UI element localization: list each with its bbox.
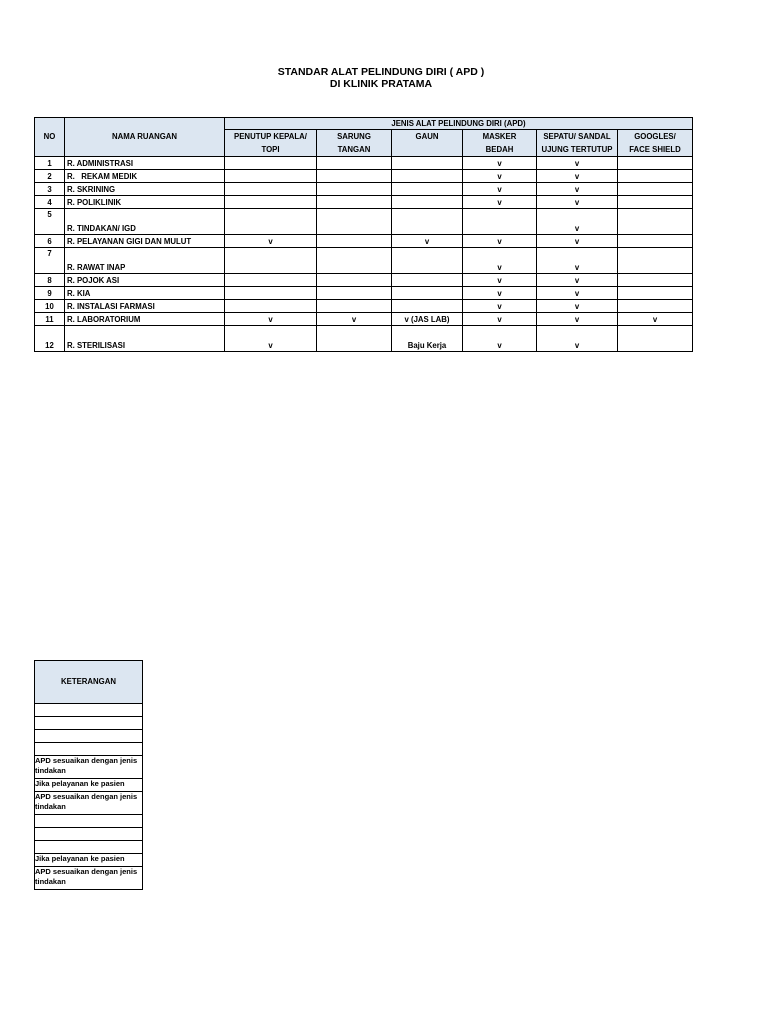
apd-empty-cell bbox=[317, 248, 392, 274]
apd-empty-cell bbox=[225, 274, 317, 287]
keterangan-table bbox=[34, 660, 143, 890]
keterangan-row bbox=[35, 792, 143, 815]
apd-empty-cell bbox=[392, 183, 463, 196]
header-line: SARUNG bbox=[337, 132, 371, 141]
keterangan-note: Jika pelayanan ke pasien bbox=[35, 854, 143, 867]
header-line: UJUNG TERTUTUP bbox=[541, 145, 613, 154]
apd-mark: v bbox=[537, 157, 618, 170]
table-row bbox=[35, 287, 693, 300]
table-row bbox=[35, 157, 693, 170]
apd-empty-cell bbox=[392, 287, 463, 300]
table-row bbox=[35, 235, 693, 248]
keterangan-note bbox=[35, 743, 143, 756]
header-gown bbox=[392, 130, 463, 157]
header-line: TOPI bbox=[261, 145, 280, 154]
apd-empty-cell bbox=[463, 209, 537, 235]
row-number: 11 bbox=[35, 313, 65, 326]
apd-empty-cell bbox=[225, 170, 317, 183]
header-no: NO bbox=[35, 118, 65, 157]
apd-empty-cell bbox=[392, 248, 463, 274]
apd-mark: v bbox=[463, 300, 537, 313]
apd-mark: Baju Kerja bbox=[392, 326, 463, 352]
table-row bbox=[35, 326, 693, 352]
keterangan-note: APD sesuaikan dengan jenis tindakan bbox=[35, 867, 143, 890]
table-row bbox=[35, 248, 693, 274]
apd-empty-cell bbox=[225, 196, 317, 209]
room-name: R. POLIKLINIK bbox=[65, 196, 225, 209]
apd-empty-cell bbox=[618, 157, 693, 170]
apd-empty-cell bbox=[392, 274, 463, 287]
room-name: R. PELAYANAN GIGI DAN MULUT bbox=[65, 235, 225, 248]
apd-mark: v bbox=[537, 196, 618, 209]
room-name: R. SKRINING bbox=[65, 183, 225, 196]
apd-empty-cell bbox=[317, 287, 392, 300]
table-row bbox=[35, 300, 693, 313]
header-line: FACE SHIELD bbox=[629, 145, 681, 154]
apd-mark: v bbox=[463, 196, 537, 209]
keterangan-note: APD sesuaikan dengan jenis tindakan bbox=[35, 792, 143, 815]
apd-mark: v bbox=[463, 183, 537, 196]
keterangan-row bbox=[35, 756, 143, 779]
apd-empty-cell bbox=[392, 300, 463, 313]
row-number: 10 bbox=[35, 300, 65, 313]
header-line bbox=[392, 143, 462, 156]
header-goggles bbox=[618, 130, 693, 157]
apd-empty-cell bbox=[618, 196, 693, 209]
apd-mark: v bbox=[537, 274, 618, 287]
apd-mark: v bbox=[537, 300, 618, 313]
apd-mark: v bbox=[537, 287, 618, 300]
keterangan-row bbox=[35, 704, 143, 717]
apd-empty-cell bbox=[618, 248, 693, 274]
room-name: R. KIA bbox=[65, 287, 225, 300]
keterangan-note: APD sesuaikan dengan jenis tindakan bbox=[35, 756, 143, 779]
keterangan-row bbox=[35, 779, 143, 792]
room-name: R. REKAM MEDIK bbox=[65, 170, 225, 183]
room-name: R. RAWAT INAP bbox=[65, 248, 225, 274]
apd-mark: v bbox=[463, 326, 537, 352]
room-name: R. ADMINISTRASI bbox=[65, 157, 225, 170]
table-row bbox=[35, 209, 693, 235]
header-line: TANGAN bbox=[337, 145, 371, 154]
apd-empty-cell bbox=[225, 183, 317, 196]
apd-mark: v bbox=[392, 235, 463, 248]
apd-empty-cell bbox=[392, 209, 463, 235]
row-number: 8 bbox=[35, 274, 65, 287]
apd-mark: v bbox=[537, 326, 618, 352]
keterangan-row bbox=[35, 867, 143, 890]
header-line: GAUN bbox=[415, 132, 439, 141]
apd-mark: v bbox=[463, 287, 537, 300]
apd-empty-cell bbox=[225, 300, 317, 313]
apd-mark: v (JAS LAB) bbox=[392, 313, 463, 326]
keterangan-note bbox=[35, 730, 143, 743]
keterangan-note bbox=[35, 815, 143, 828]
apd-empty-cell bbox=[317, 274, 392, 287]
keterangan-header: KETERANGAN bbox=[35, 661, 143, 704]
table-row bbox=[35, 170, 693, 183]
apd-mark: v bbox=[537, 170, 618, 183]
keterangan-note bbox=[35, 717, 143, 730]
apd-empty-cell bbox=[317, 300, 392, 313]
apd-mark: v bbox=[463, 157, 537, 170]
room-name: R. INSTALASI FARMASI bbox=[65, 300, 225, 313]
apd-empty-cell bbox=[618, 287, 693, 300]
table-row bbox=[35, 313, 693, 326]
room-name: R. LABORATORIUM bbox=[65, 313, 225, 326]
header-apd-group: JENIS ALAT PELINDUNG DIRI (APD) bbox=[225, 118, 693, 130]
apd-empty-cell bbox=[618, 300, 693, 313]
header-surgical-mask bbox=[463, 130, 537, 157]
apd-empty-cell bbox=[392, 170, 463, 183]
row-number: 2 bbox=[35, 170, 65, 183]
apd-mark: v bbox=[537, 248, 618, 274]
apd-mark: v bbox=[463, 274, 537, 287]
keterangan-row bbox=[35, 815, 143, 828]
apd-mark: v bbox=[225, 313, 317, 326]
apd-empty-cell bbox=[618, 235, 693, 248]
room-name: R. POJOK ASI bbox=[65, 274, 225, 287]
apd-empty-cell bbox=[618, 170, 693, 183]
keterangan-note bbox=[35, 828, 143, 841]
document-subtitle: DI KLINIK PRATAMA bbox=[329, 78, 433, 90]
keterangan-note: Jika pelayanan ke pasien bbox=[35, 779, 143, 792]
apd-empty-cell bbox=[317, 235, 392, 248]
apd-mark: v bbox=[463, 235, 537, 248]
keterangan-note bbox=[35, 841, 143, 854]
document-title: STANDAR ALAT PELINDUNG DIRI ( APD ) bbox=[277, 66, 485, 78]
apd-empty-cell bbox=[317, 196, 392, 209]
row-number: 4 bbox=[35, 196, 65, 209]
keterangan-row bbox=[35, 730, 143, 743]
row-number: 12 bbox=[35, 326, 65, 352]
apd-standard-table bbox=[34, 117, 693, 352]
apd-mark: v bbox=[225, 326, 317, 352]
apd-mark: v bbox=[463, 313, 537, 326]
row-number: 7 bbox=[35, 248, 65, 274]
apd-empty-cell bbox=[317, 326, 392, 352]
header-head-cover bbox=[225, 130, 317, 157]
room-name: R. TINDAKAN/ IGD bbox=[65, 209, 225, 235]
apd-empty-cell bbox=[317, 170, 392, 183]
keterangan-row bbox=[35, 854, 143, 867]
header-line: PENUTUP KEPALA/ bbox=[234, 132, 307, 141]
keterangan-row bbox=[35, 717, 143, 730]
apd-empty-cell bbox=[225, 248, 317, 274]
apd-empty-cell bbox=[392, 157, 463, 170]
row-number: 6 bbox=[35, 235, 65, 248]
apd-empty-cell bbox=[618, 274, 693, 287]
apd-mark: v bbox=[618, 313, 693, 326]
apd-mark: v bbox=[463, 170, 537, 183]
header-line: MASKER bbox=[482, 132, 517, 141]
table-row bbox=[35, 183, 693, 196]
keterangan-row bbox=[35, 743, 143, 756]
table-row bbox=[35, 274, 693, 287]
header-room-name: NAMA RUANGAN bbox=[65, 118, 225, 157]
apd-empty-cell bbox=[618, 326, 693, 352]
header-gloves bbox=[317, 130, 392, 157]
apd-empty-cell bbox=[225, 209, 317, 235]
row-number: 5 bbox=[35, 209, 65, 235]
apd-empty-cell bbox=[225, 157, 317, 170]
apd-mark: v bbox=[537, 183, 618, 196]
keterangan-row bbox=[35, 828, 143, 841]
header-line: GOOGLES/ bbox=[634, 132, 676, 141]
row-number: 3 bbox=[35, 183, 65, 196]
apd-mark: v bbox=[225, 235, 317, 248]
apd-empty-cell bbox=[317, 209, 392, 235]
apd-empty-cell bbox=[392, 196, 463, 209]
table-row bbox=[35, 196, 693, 209]
apd-empty-cell bbox=[317, 157, 392, 170]
apd-mark: v bbox=[317, 313, 392, 326]
apd-mark: v bbox=[537, 209, 618, 235]
apd-empty-cell bbox=[225, 287, 317, 300]
apd-mark: v bbox=[537, 313, 618, 326]
header-line: SEPATU/ SANDAL bbox=[543, 132, 611, 141]
keterangan-note bbox=[35, 704, 143, 717]
header-line: BEDAH bbox=[485, 145, 514, 154]
apd-mark: v bbox=[463, 248, 537, 274]
apd-empty-cell bbox=[618, 183, 693, 196]
apd-empty-cell bbox=[317, 183, 392, 196]
row-number: 9 bbox=[35, 287, 65, 300]
apd-empty-cell bbox=[618, 209, 693, 235]
keterangan-row bbox=[35, 841, 143, 854]
header-closed-shoes bbox=[537, 130, 618, 157]
apd-mark: v bbox=[537, 235, 618, 248]
row-number: 1 bbox=[35, 157, 65, 170]
room-name: R. STERILISASI bbox=[65, 326, 225, 352]
